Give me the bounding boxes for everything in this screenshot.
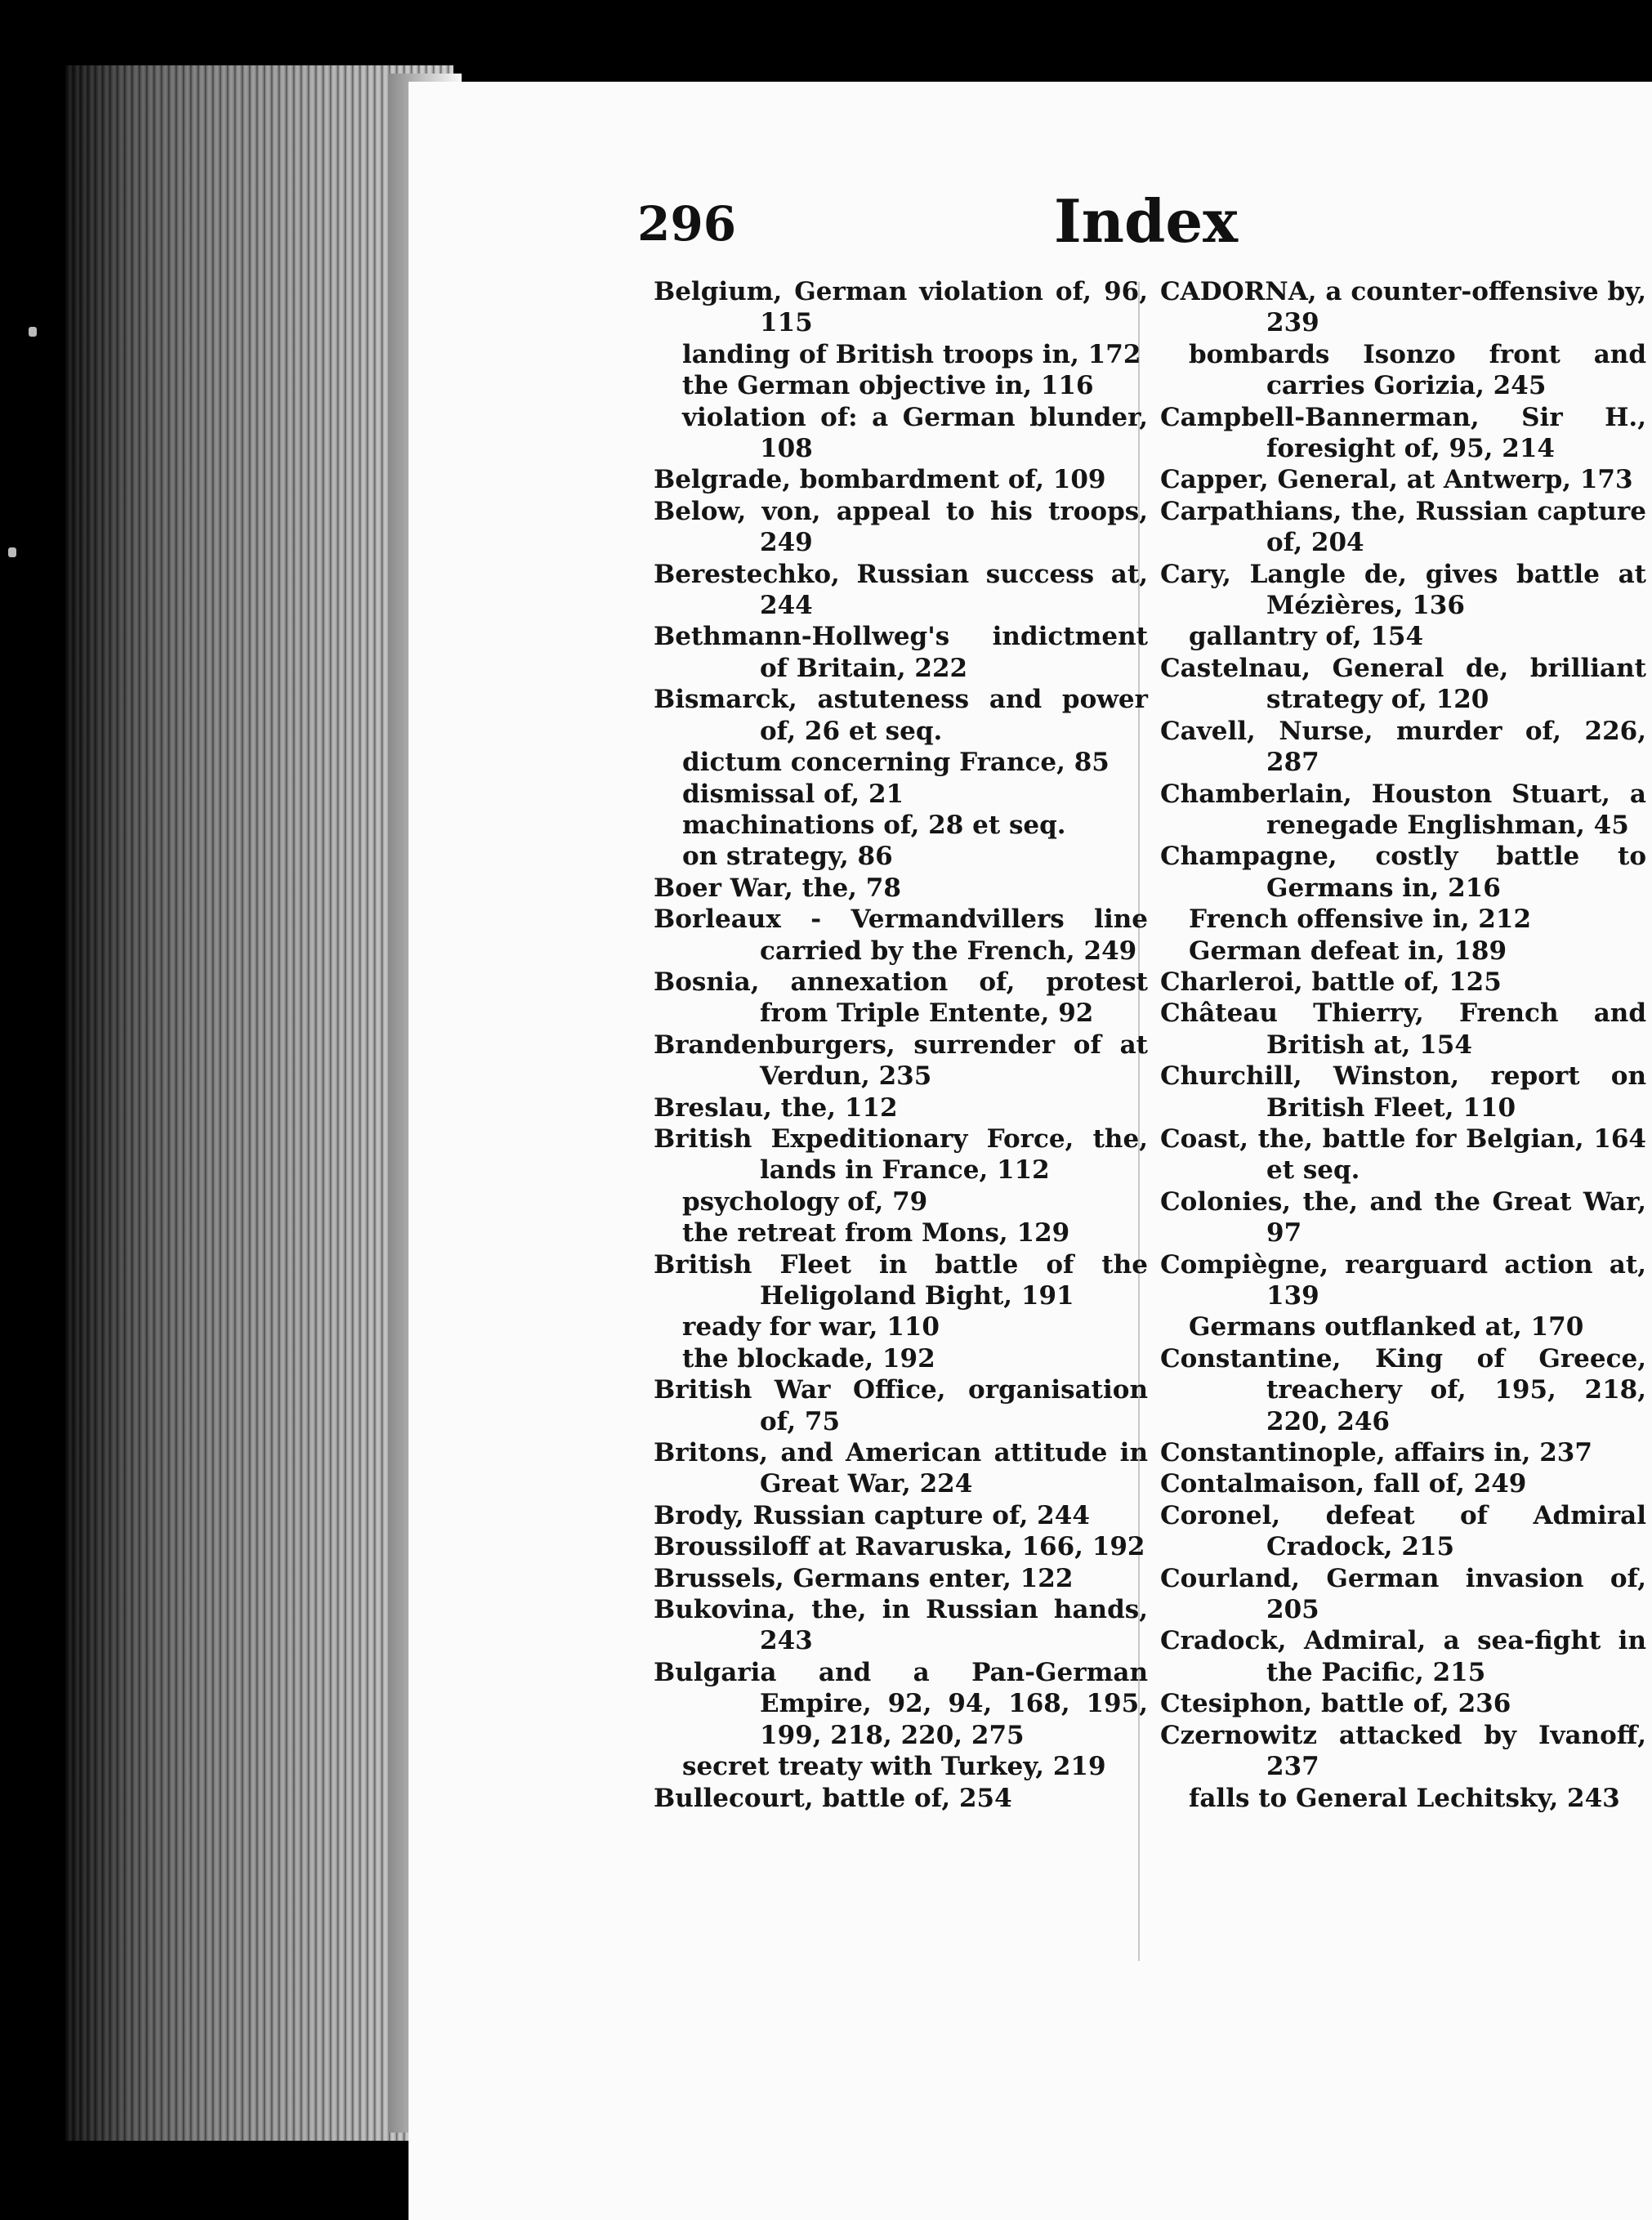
index-column-left — [654, 276, 1148, 1814]
index-entry: Cary, Langle de, gives battle at Mézières, 136 — [1160, 559, 1646, 621]
index-subentry: dismissal of, 21 — [682, 779, 904, 809]
index-entry: Bukovina, the, in Russian hands, 243 — [654, 1595, 1148, 1656]
index-entry: Britons, and American attitude in Great War, 224 — [654, 1438, 1148, 1499]
index-subentry: falls to General Lechitsky, 243 — [1189, 1783, 1620, 1813]
index-subentry: bombards Isonzo front and carries Gorizia, 245 — [1189, 339, 1646, 401]
index-subentry: dictum concerning France, 85 — [682, 748, 1110, 778]
index-subentry: secret treaty with Turkey, 219 — [682, 1752, 1106, 1782]
index-entry: Ctesiphon, battle of, 236 — [1160, 1689, 1511, 1719]
index-entry: Czernowitz attacked by Ivanoff, 237 — [1160, 1720, 1646, 1782]
index-column-right — [1160, 276, 1646, 1814]
index-entry: Belgium, German violation of, 96, 115 — [654, 277, 1148, 338]
index-subentry: on strategy, 86 — [682, 842, 893, 872]
index-entry: Courland, German invasion of, 205 — [1160, 1563, 1646, 1625]
index-subentry: ready for war, 110 — [682, 1312, 940, 1342]
index-subentry: machinations of, 28 et seq. — [682, 810, 1066, 840]
scan-speck — [8, 547, 16, 557]
index-entry: Cradock, Admiral, a sea-fight in the Pacific, 215 — [1160, 1626, 1646, 1687]
index-entry: Coast, the, battle for Belgian, 164 et seq. — [1160, 1123, 1646, 1186]
page-number: 296 — [637, 196, 737, 252]
index-entry: Brussels, Germans enter, 122 — [654, 1563, 1074, 1593]
index-entry: Constantine, King of Greece, treachery of, 195, 218, 220, 246 — [1160, 1343, 1646, 1436]
index-entry: Bethmann-Hollweg's indictment of Britain, 222 — [654, 622, 1148, 683]
index-entry: Below, von, appeal to his troops, 249 — [654, 496, 1148, 558]
index-entry: Bullecourt, battle of, 254 — [654, 1783, 1012, 1813]
index-subentry: French offensive in, 212 — [1189, 905, 1532, 935]
index-entry: British Expeditionary Force, the, lands in France, 112 — [654, 1123, 1148, 1186]
index-entry: Chamberlain, Houston Stuart, a renegade Englishman, 45 — [1160, 779, 1646, 840]
index-entry: CADORNA, a counter-offensive by, 239 — [1160, 277, 1646, 338]
index-subentry: landing of British troops in, 172 — [682, 339, 1141, 369]
index-entry: Compiègne, rearguard action at, 139 — [1160, 1249, 1646, 1311]
index-subentry: German defeat in, 189 — [1189, 936, 1507, 966]
index-subentry: gallantry of, 154 — [1189, 622, 1424, 652]
index-subentry: the retreat from Mons, 129 — [682, 1218, 1070, 1248]
index-entry: British Fleet in battle of the Heligoland Bight, 191 — [654, 1249, 1148, 1311]
index-entry: Charleroi, battle of, 125 — [1160, 967, 1502, 997]
index-entry: Contalmaison, fall of, 249 — [1160, 1469, 1527, 1499]
index-entry: Belgrade, bombardment of, 109 — [654, 465, 1106, 495]
index-entry: Coronel, defeat of Admiral Cradock, 215 — [1160, 1500, 1646, 1562]
index-subentry: the blockade, 192 — [682, 1343, 935, 1374]
index-entry: Brandenburgers, surrender of at Verdun, 235 — [654, 1030, 1148, 1092]
index-subentry: the German objective in, 116 — [682, 371, 1094, 401]
index-entry: Bulgaria and a Pan-German Empire, 92, 94, 168, 195, 199, 218, 220, 275 — [654, 1657, 1148, 1750]
page-title: Index — [1054, 186, 1239, 256]
index-entry: Campbell-Bannerman, Sir H., foresight of, 95, 214 — [1160, 402, 1646, 464]
index-subentry: violation of: a German blunder, 108 — [682, 402, 1148, 464]
scan-speck — [29, 327, 37, 337]
index-entry: Carpathians, the, Russian capture of, 204 — [1160, 496, 1646, 558]
index-entry: Château Thierry, French and British at, 154 — [1160, 998, 1646, 1060]
index-subentry: Germans outflanked at, 170 — [1189, 1312, 1584, 1342]
index-subentry: psychology of, 79 — [682, 1186, 928, 1217]
index-entry: Capper, General, at Antwerp, 173 — [1160, 465, 1633, 495]
index-entry: Colonies, the, and the Great War, 97 — [1160, 1186, 1646, 1248]
index-entry: Breslau, the, 112 — [654, 1092, 898, 1123]
index-entry: Brody, Russian capture of, 244 — [654, 1500, 1090, 1530]
index-entry: Castelnau, General de, brilliant strategy of, 120 — [1160, 653, 1646, 715]
index-entry: Berestechko, Russian success at, 244 — [654, 559, 1148, 621]
index-entry: Broussiloff at Ravaruska, 166, 192 — [654, 1532, 1145, 1562]
index-entry: Bosnia, annexation of, protest from Triple Entente, 92 — [654, 967, 1148, 1029]
index-page — [409, 82, 1652, 2220]
index-entry: Constantinople, affairs in, 237 — [1160, 1438, 1592, 1468]
index-entry: Borleaux - Vermandvillers line carried by the French, 249 — [654, 905, 1148, 966]
index-entry: Bismarck, astuteness and power of, 26 et seq. — [654, 685, 1148, 746]
index-entry: Churchill, Winston, report on British Fleet, 110 — [1160, 1061, 1646, 1123]
index-entry: Cavell, Nurse, murder of, 226, 287 — [1160, 716, 1646, 778]
index-entry: Champagne, costly battle to Germans in, 216 — [1160, 842, 1646, 903]
index-entry: British War Office, organisation of, 75 — [654, 1375, 1148, 1436]
index-entry: Boer War, the, 78 — [654, 873, 901, 903]
